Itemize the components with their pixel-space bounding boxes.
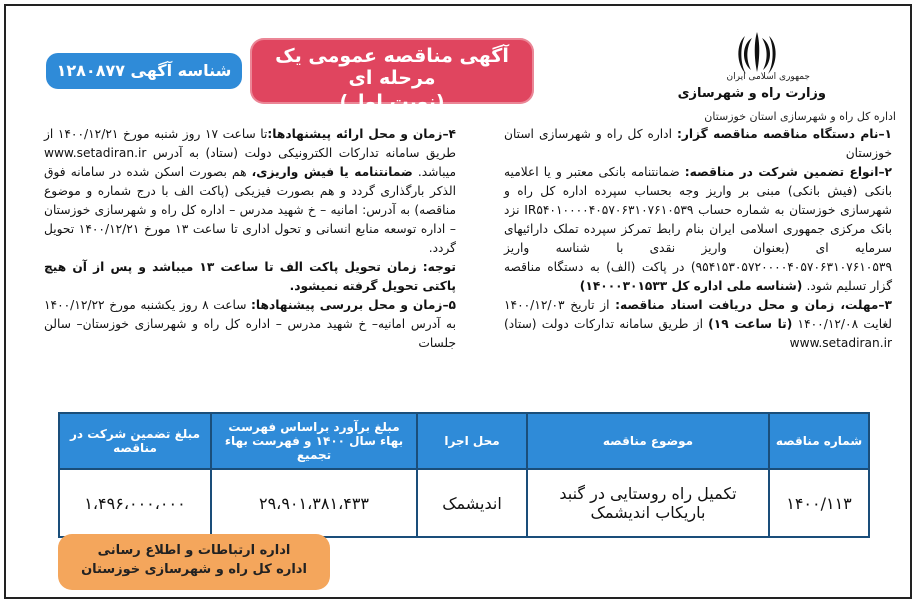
- section-3-heading: ۳–مهلت، زمان و محل دریافت اسناد مناقصه:: [615, 298, 892, 312]
- header-estimate: مبلغ برآورد براساس فهرست بهاء سال ۱۴۰۰ و فهرست بهاء تجمیع: [211, 413, 417, 469]
- section-3-tail: از طریق سامانه تدارکات دولت (ستاد) www.setadiran.ir: [504, 317, 892, 350]
- section-1-text: اداره کل راه و شهرسازی استان خوزستان: [504, 127, 892, 160]
- sections-right-column: [504, 125, 892, 353]
- section-4-tail: هم بصورت اسکن شده در سامانه فوق الذکر بارگذاری گردد و هم بصورت فیزیکی (پاکت الف با درج شماره و موضوع مناقصه) به آدرس: امانیه – خ شهید مدرس – اداره کل راه و شهرسازی خوزستان – اداره توسعه منابع انسانی و تحول اداری تا ساعت ۱۳ مورخ ۱۴۰۰/۱۲/۲۱ تحویل گردد.: [44, 165, 456, 255]
- republic-label: جمهوری اسلامی ایران: [726, 72, 810, 82]
- title-box: [250, 38, 534, 113]
- section-2-national-id: (شناسه ملی اداره کل ۱۴۰۰۰۳۰۱۵۳۳): [579, 279, 807, 293]
- section-5: [44, 296, 456, 353]
- sections-left-column: [44, 125, 456, 353]
- section-1: [504, 125, 892, 163]
- section-1-heading: ۱–نام دستگاه مناقصه مناقصه گزار:: [677, 127, 892, 141]
- section-2-heading: ۲–انواع تضمین شرکت در مناقصه:: [684, 165, 892, 179]
- page-subtitle: (نوبت اول): [339, 91, 445, 113]
- delivery-note: توجه: زمان تحویل پاکت الف تا ساعت ۱۳ میباشد و پس از آن هیچ پاکتی تحویل گرفته نمیشود.: [44, 260, 456, 293]
- tender-advertisement: [4, 4, 912, 599]
- cell-subject: تکمیل راه روستایی در گنبد باریکاب اندیشمک: [527, 469, 769, 537]
- cell-number: ۱۴۰۰/۱۱۳: [769, 469, 869, 537]
- table-row: [59, 469, 869, 537]
- header-guarantee: مبلغ تضمین شرکت در مناقصه: [59, 413, 211, 469]
- ad-id-badge: شناسه آگهی ۱۲۸۰۸۷۷: [46, 53, 242, 89]
- section-2-text: ضمانتنامه بانکی معتبر و یا اعلامیه بانکی (فیش بانکی) مبنی بر واریز وجه بحساب سپرده اداره کل راه و شهرسازی خوزستان به شماره حساب IR۵۴۰۱۰۰۰۰۴۰۵۷۰۶۳۱۰۷۶۱۰۵۳۹ نزد بانک مرکزی جمهوری اسلامی ایران بنام رابط تمرکز سپرده تملک دارائیهای سرمایه ای (بعنوان واریز نقدی با شناسه واریز ۹۵۴۱۵۳۰۵۷۲۰۰۰۰۴۰۵۷۰۶۳۱۰۷۶۱۰۵۳۹) در پاکت (الف) به دستگاه مناقصه گزار تسلیم شود.: [504, 165, 893, 293]
- table-header-row: [59, 413, 869, 469]
- office-name: اداره کل راه و شهرسازی استان خوزستان: [704, 110, 896, 123]
- cell-location: اندیشمک: [417, 469, 527, 537]
- cell-estimate: ۲۹،۹۰۱،۳۸۱،۴۳۳: [211, 469, 417, 537]
- section-3: [504, 296, 892, 353]
- section-4: [44, 125, 456, 258]
- iran-emblem-icon: [732, 28, 782, 78]
- footer-signature: [58, 534, 330, 590]
- section-4-heading: ۴–زمان و محل ارائه پیشنهادها:: [267, 127, 456, 141]
- section-2: [504, 163, 892, 296]
- tender-table: [58, 412, 870, 538]
- section-3-text: از تاریخ ۱۴۰۰/۱۲/۰۳ لغایت ۱۴۰۰/۱۲/۰۸: [504, 298, 892, 331]
- section-3-deadline: (تا ساعت ۱۹): [708, 317, 793, 331]
- cell-guarantee: ۱،۴۹۶،۰۰۰،۰۰۰: [59, 469, 211, 537]
- header-location: محل اجرا: [417, 413, 527, 469]
- header-subject: موضوع مناقصه: [527, 413, 769, 469]
- header-number: شماره مناقصه: [769, 413, 869, 469]
- section-5-heading: ۵–زمان و محل بررسی پیشنهادها:: [251, 298, 456, 312]
- section-5-text: ساعت ۸ روز یکشنبه مورخ ۱۴۰۰/۱۲/۲۲ به آدرس امانیه– خ شهید مدرس – اداره کل راه و شهرسازی خوزستان– سالن جلسات: [44, 298, 456, 350]
- footer-line-2: اداره کل راه و شهرسازی خوزستان: [81, 562, 307, 577]
- section-4-guarantee-note: ضمانتنامه یا فیش واریزی،: [251, 165, 413, 179]
- page-title: آگهی مناقصه عمومی یک مرحله ای: [275, 45, 509, 89]
- ministry-name: وزارت راه و شهرسازی: [677, 86, 826, 101]
- footer-line-1: اداره ارتباطات و اطلاع رسانی: [97, 543, 291, 558]
- section-4-text: تا ساعت ۱۷ روز شنبه مورخ ۱۴۰۰/۱۲/۲۱ از طریق سامانه تدارکات الکترونیکی دولت (ستاد) به آدرس www.setadiran.ir میباشد.: [44, 127, 456, 179]
